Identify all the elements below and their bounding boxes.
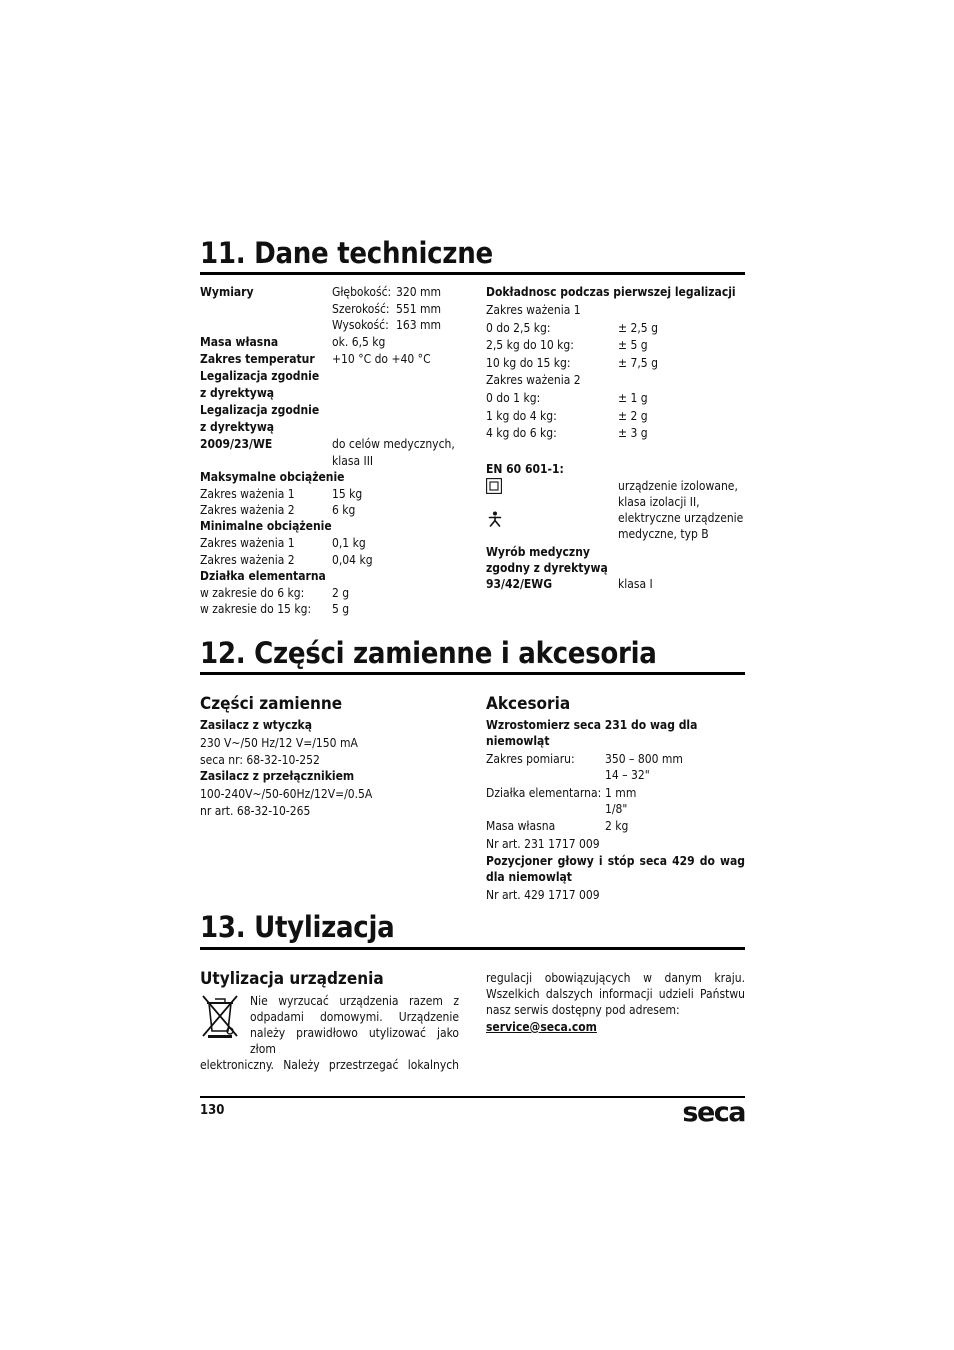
spec-row bbox=[200, 486, 470, 502]
accuracy-value: ± 1 g bbox=[618, 390, 648, 405]
spec-row bbox=[200, 284, 470, 301]
spare-parts-heading: Części zamienne bbox=[200, 694, 343, 714]
spec-row bbox=[200, 351, 470, 368]
disposal-line: odpadami domowymi. Urządzenie bbox=[250, 1010, 459, 1024]
accessory-positioner-art: Nr art. 429 1717 009 bbox=[486, 888, 600, 902]
section-title-spare-parts: 12. Części zamienne i akcesoria bbox=[200, 636, 657, 670]
spec-label: z dyrektywą bbox=[200, 419, 275, 434]
disposal-heading: Utylizacja urządzenia bbox=[200, 969, 384, 989]
specs-right-column bbox=[486, 284, 746, 443]
spare-parts-list bbox=[200, 717, 372, 819]
en-text-line: elektryczne urządzenie bbox=[618, 511, 744, 525]
accessory-spec-row bbox=[486, 767, 745, 785]
spec-row bbox=[200, 601, 470, 617]
accessory-stadiometer-specs bbox=[486, 751, 745, 834]
accuracy-label: 0 do 2,5 kg: bbox=[486, 320, 551, 335]
spec-label: z dyrektywą bbox=[200, 385, 275, 400]
spec-label: Zakres ważenia 1 bbox=[200, 486, 295, 501]
spec-label: Zakres ważenia 2 bbox=[200, 552, 295, 567]
section-title-disposal: 13. Utylizacja bbox=[200, 910, 395, 944]
accuracy-row bbox=[486, 390, 746, 408]
spec-row bbox=[200, 419, 470, 436]
accessory-spec-value: 1/8" bbox=[605, 801, 628, 816]
title-line: Pozycjoner głowy i stóp seca 429 do wag bbox=[486, 854, 745, 868]
spec-label: Maksymalne obciążenie bbox=[200, 469, 345, 484]
spec-value: 6 kg bbox=[332, 503, 356, 518]
accessory-spec-label: Masa własna bbox=[486, 819, 556, 833]
spec-value: klasa III bbox=[332, 453, 374, 468]
spec-value: +10 °C do +40 °C bbox=[332, 351, 431, 366]
accessory-spec-row bbox=[486, 785, 745, 801]
part-detail: 100-240V~/50-60Hz/12V=/0.5A bbox=[200, 787, 373, 801]
spec-value: 15 kg bbox=[332, 486, 363, 501]
spec-label: w zakresie do 6 kg: bbox=[200, 586, 305, 601]
spec-label: w zakresie do 15 kg: bbox=[200, 602, 312, 617]
en-standard-label: EN 60 601-1: bbox=[486, 462, 564, 476]
medical-device-label-line: Wyrób medyczny bbox=[486, 545, 590, 559]
spec-label: Zakres temperatur bbox=[200, 351, 315, 366]
spec-value: 2 g bbox=[332, 586, 350, 601]
spec-value: ok. 6,5 kg bbox=[332, 334, 386, 349]
spec-row bbox=[200, 334, 470, 351]
spec-label: Legalizacja zgodnie bbox=[200, 368, 320, 383]
disposal-line: Wszelkich dalszych informacji udzieli Państwu bbox=[486, 987, 745, 1001]
accuracy-row bbox=[486, 408, 746, 426]
title-line: Wzrostomierz seca 231 do wag dla bbox=[486, 718, 698, 732]
accessory-stadiometer-art: Nr art. 231 1717 009 bbox=[486, 837, 600, 851]
part-name: Zasilacz z wtyczką bbox=[200, 718, 313, 732]
en-text-line: medyczne, typ B bbox=[618, 527, 709, 541]
accuracy-value: ± 2 g bbox=[618, 408, 648, 423]
accessory-spec-row bbox=[486, 801, 745, 819]
accuracy-row bbox=[486, 320, 746, 338]
spec-row bbox=[200, 502, 470, 518]
spec-value: 320 mm bbox=[396, 285, 442, 299]
accuracy-label: 1 kg do 4 kg: bbox=[486, 408, 557, 423]
spec-row bbox=[200, 518, 470, 535]
accuracy-value: ± 7,5 g bbox=[618, 355, 658, 370]
accessory-spec-value: 2 kg bbox=[605, 819, 629, 833]
spec-row bbox=[200, 453, 470, 469]
spec-value: 163 mm bbox=[396, 318, 442, 333]
accuracy-value: ± 2,5 g bbox=[618, 320, 658, 335]
medical-device-label-line: zgodny z dyrektywą bbox=[486, 561, 608, 575]
disposal-line: Nie wyrzucać urządzenia razem z bbox=[250, 994, 459, 1008]
accuracy-row bbox=[486, 302, 746, 320]
disposal-text-left bbox=[200, 993, 459, 1073]
spec-label: Wymiary bbox=[200, 285, 254, 299]
accuracy-label: 0 do 1 kg: bbox=[486, 390, 541, 405]
spec-value: 551 mm bbox=[396, 302, 442, 316]
accuracy-row bbox=[486, 337, 746, 355]
spec-row bbox=[200, 301, 470, 317]
type-b-applied-part-icon bbox=[488, 511, 502, 527]
en-text-line: klasa izolacji II, bbox=[618, 495, 700, 509]
spec-label: Legalizacja zgodnie bbox=[200, 402, 320, 417]
spec-row bbox=[200, 368, 470, 385]
section-divider bbox=[200, 672, 745, 675]
accessory-spec-label: Zakres pomiaru: bbox=[486, 752, 575, 766]
accessory-stadiometer-title bbox=[486, 717, 697, 749]
section-divider bbox=[200, 272, 745, 275]
medical-device-label bbox=[486, 544, 608, 592]
accuracy-row bbox=[486, 372, 746, 390]
medical-device-class: klasa I bbox=[618, 577, 653, 591]
spec-label: Zakres ważenia 1 bbox=[200, 536, 295, 551]
en-text-line: urządzenie izolowane, bbox=[618, 479, 738, 493]
spec-value: do celów medycznych, bbox=[332, 436, 455, 451]
spec-row bbox=[200, 436, 470, 453]
accessory-spec-row bbox=[486, 751, 745, 767]
part-detail: 230 V~/50 Hz/12 V=/150 mA bbox=[200, 736, 358, 750]
spec-row bbox=[200, 469, 470, 486]
disposal-line: regulacji obowiązujących w danym kraju. bbox=[486, 971, 745, 985]
spec-value: 5 g bbox=[332, 602, 350, 617]
spec-row bbox=[200, 552, 470, 568]
spec-value: Głębokość: bbox=[332, 285, 392, 299]
disposal-line: elektroniczny. Należy przestrzegać lokalnych bbox=[200, 1058, 459, 1072]
accessories-heading: Akcesoria bbox=[486, 694, 571, 714]
service-email-link[interactable]: service@seca.com bbox=[486, 1020, 597, 1034]
spec-value: Wysokość: bbox=[332, 318, 389, 333]
accessory-positioner-title bbox=[486, 853, 745, 885]
accessory-spec-label: Działka elementarna: bbox=[486, 785, 602, 800]
spec-label: Minimalne obciążenie bbox=[200, 519, 332, 534]
seca-logo: seca bbox=[682, 1097, 745, 1128]
spec-label: 2009/23/WE bbox=[200, 436, 273, 451]
accuracy-value: ± 5 g bbox=[618, 338, 648, 353]
accuracy-row bbox=[486, 284, 746, 302]
accuracy-label: 4 kg do 6 kg: bbox=[486, 426, 557, 441]
title-line: niemowląt bbox=[486, 734, 550, 748]
class-ii-insulation-icon bbox=[486, 478, 502, 494]
spec-row bbox=[200, 402, 470, 419]
spec-label: Masa własna bbox=[200, 334, 279, 349]
accuracy-label: 10 kg do 15 kg: bbox=[486, 355, 571, 370]
spec-row bbox=[200, 585, 470, 601]
spec-row bbox=[200, 535, 470, 551]
part-detail: seca nr: 68-32-10-252 bbox=[200, 752, 320, 767]
footer-divider bbox=[200, 1096, 745, 1098]
spec-row bbox=[200, 317, 470, 333]
disposal-text-right bbox=[486, 970, 745, 1018]
spec-value: Szerokość: bbox=[332, 302, 390, 316]
accuracy-row bbox=[486, 355, 746, 373]
disposal-line: należy prawidłowo utylizować jako złom bbox=[250, 1026, 459, 1056]
accuracy-label: 2,5 kg do 10 kg: bbox=[486, 338, 574, 353]
specs-left-column bbox=[200, 284, 470, 618]
accuracy-label: Dokładnosc podczas pierwszej legalizacji bbox=[486, 285, 736, 299]
disposal-line: nasz serwis dostępny pod adresem: bbox=[486, 1003, 680, 1017]
accuracy-row bbox=[486, 425, 746, 443]
title-line: dla niemowląt bbox=[486, 870, 572, 884]
spec-label: Zakres ważenia 2 bbox=[200, 503, 295, 518]
accuracy-label: Zakres ważenia 2 bbox=[486, 373, 581, 388]
part-detail: nr art. 68-32-10-265 bbox=[200, 803, 311, 818]
accessory-spec-value: 14 – 32" bbox=[605, 768, 650, 782]
spec-value: 0,04 kg bbox=[332, 552, 373, 567]
medical-device-label-line: 93/42/EWG bbox=[486, 577, 553, 591]
spec-row bbox=[200, 385, 470, 402]
spec-row bbox=[200, 568, 470, 585]
accessory-spec-value: 1 mm bbox=[605, 785, 637, 800]
accuracy-label: Zakres ważenia 1 bbox=[486, 303, 581, 317]
accessory-spec-row bbox=[486, 818, 745, 834]
section-title-technical-data: 11. Dane techniczne bbox=[200, 236, 493, 270]
spec-value: 0,1 kg bbox=[332, 536, 366, 551]
spec-label: Działka elementarna bbox=[200, 569, 326, 584]
page-number: 130 bbox=[200, 1103, 225, 1118]
accessory-spec-value: 350 – 800 mm bbox=[605, 752, 683, 766]
accuracy-value: ± 3 g bbox=[618, 426, 648, 441]
part-name: Zasilacz z przełącznikiem bbox=[200, 769, 355, 783]
en-standard-text bbox=[618, 478, 743, 542]
section-divider bbox=[200, 947, 745, 950]
